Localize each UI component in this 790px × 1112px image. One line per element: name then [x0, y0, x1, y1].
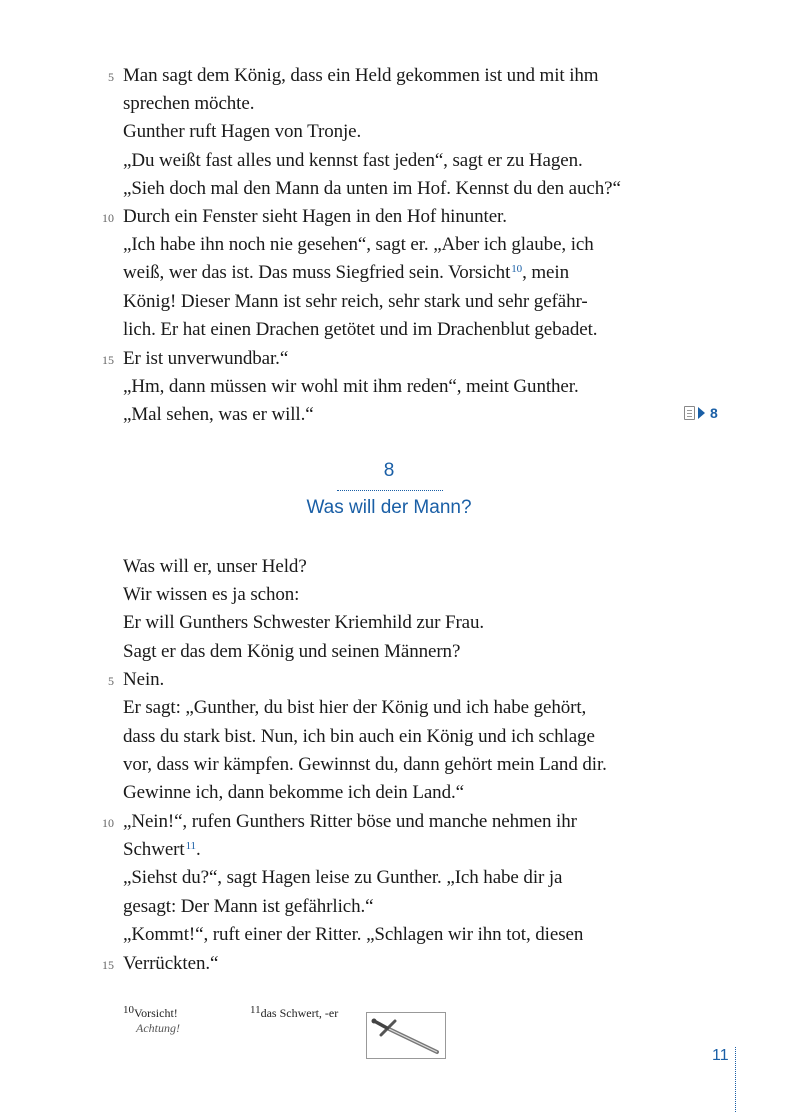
text-line: Sagt er das dem König und seinen Männern? [123, 641, 461, 662]
text-line: „Mal sehen, was er will.“ [123, 404, 314, 425]
document-icon [684, 406, 695, 420]
text-line: Durch ein Fenster sieht Hagen in den Hof hinunter. [123, 206, 507, 227]
text-line: vor, dass wir kämpfen. Gewinnst du, dann gehört mein Land dir. [123, 754, 607, 775]
sword-icon [367, 1013, 445, 1058]
line-number: 15 [102, 353, 114, 367]
gloss-translation: Achtung! [136, 1021, 180, 1035]
text-line: Er will Gunthers Schwester Kriemhild zur Frau. [123, 612, 485, 633]
line-number: 15 [102, 958, 114, 972]
text-line: „Sieh doch mal den Mann da unten im Hof. Kennst du den auch?“ [123, 178, 621, 199]
text-line: König! Dieser Mann ist sehr reich, sehr stark und sehr gefähr- [123, 291, 588, 312]
text-segment: Schwert [123, 839, 185, 860]
text-line: Verrückten.“ [123, 953, 219, 974]
text-line: „Hm, dann müssen wir wohl mit ihm reden“, meint Gunther. [123, 376, 579, 397]
text-line: „Du weißt fast alles und kennst fast jeden“, sagt er zu Hagen. [123, 150, 583, 171]
text-line: Nein. [123, 669, 165, 690]
sword-image [366, 1012, 446, 1059]
text-line: dass du stark bist. Nun, ich bin auch ein König und ich schlage [123, 726, 595, 747]
text-segment: , mein [522, 262, 569, 283]
gloss-schwert [250, 1006, 338, 1021]
text-line: „Nein!“, rufen Gunthers Ritter böse und manche nehmen ihr [123, 811, 577, 832]
page-edge-rule [735, 1047, 736, 1112]
text-line: Er ist unverwundbar.“ [123, 348, 289, 369]
play-icon [698, 407, 705, 419]
text-line: gesagt: Der Mann ist gefährlich.“ [123, 896, 374, 917]
text-line: „Siehst du?“, sagt Hagen leise zu Gunther. „Ich habe dir ja [123, 867, 563, 888]
text-line: Gewinne ich, dann bekomme ich dein Land.“ [123, 782, 464, 803]
chapter-divider [337, 490, 443, 491]
text-line: Was will er, unser Held? [123, 556, 307, 577]
text-line [123, 836, 201, 864]
text-line: lich. Er hat einen Drachen getötet und im Drachenblut gebadet. [123, 319, 598, 340]
track-number: 8 [710, 405, 718, 421]
chapter-title: Was will der Mann? [306, 497, 472, 518]
text-line [123, 259, 569, 287]
line-number: 10 [102, 211, 114, 225]
text-line: „Kommt!“, ruft einer der Ritter. „Schlagen wir ihn tot, diesen [123, 924, 584, 945]
text-line: Gunther ruft Hagen von Tronje. [123, 121, 362, 142]
text-segment: . [195, 839, 201, 860]
text-line: „Ich habe ihn noch nie gesehen“, sagt er. „Aber ich glaube, ich [123, 234, 594, 255]
text-segment: weiß, wer das ist. Das muss Siegfried sein. Vorsicht [123, 262, 511, 283]
text-line: Wir wissen es ja schon: [123, 584, 300, 605]
gloss-number: 11 [250, 1004, 261, 1016]
footnote-ref-11[interactable]: 11 [185, 840, 196, 852]
page-number: 11 [712, 1047, 729, 1064]
text-line: Er sagt: „Gunther, du bist hier der König und ich habe gehört, [123, 697, 587, 718]
footnote-ref-10[interactable]: 10 [511, 263, 523, 275]
text-line: Man sagt dem König, dass ein Held gekommen ist und mit ihm [123, 65, 599, 86]
line-number: 5 [108, 674, 114, 688]
gloss-term: das Schwert, -er [260, 1006, 339, 1020]
chapter-number: 8 [383, 460, 395, 481]
line-number: 10 [102, 816, 114, 830]
line-number: 5 [108, 70, 114, 84]
gloss-vorsicht [123, 1006, 180, 1036]
audio-track-marker[interactable] [684, 405, 718, 421]
text-line: sprechen möchte. [123, 93, 255, 114]
gloss-number: 10 [123, 1004, 134, 1016]
gloss-term: Vorsicht! [134, 1006, 178, 1020]
